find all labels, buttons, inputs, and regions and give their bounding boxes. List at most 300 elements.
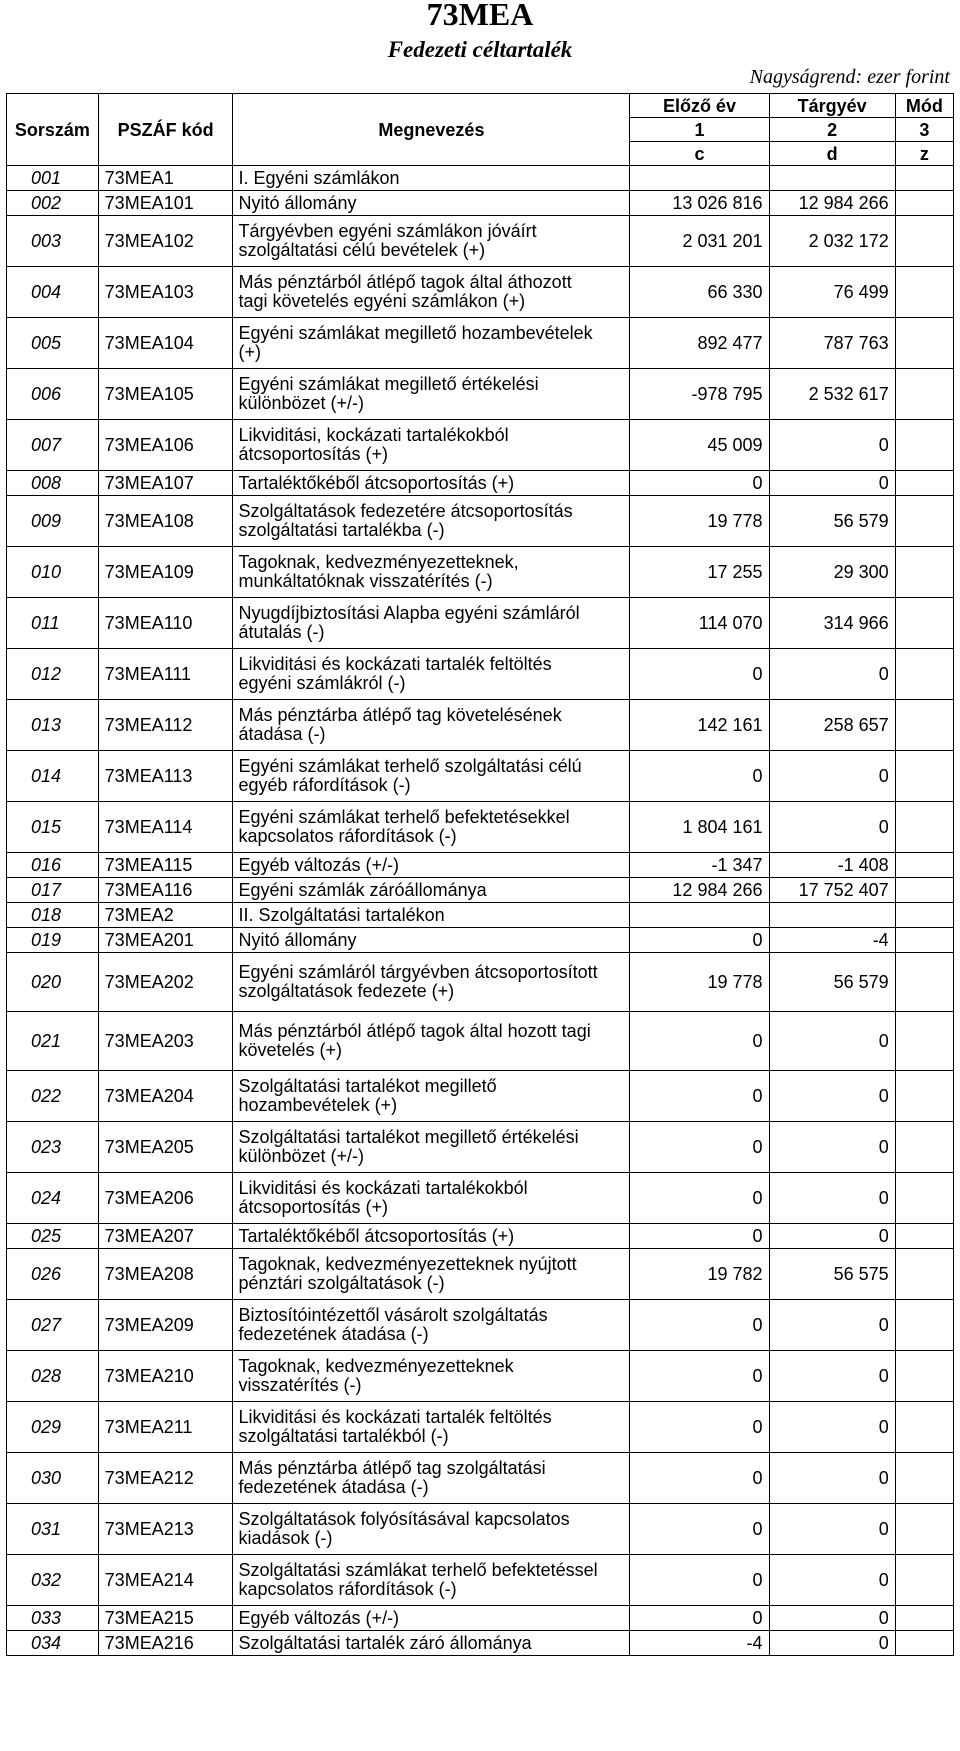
row-name [233, 216, 630, 267]
row-name-line: Tagoknak, kedvezményezetteknek [238, 1356, 514, 1376]
row-current-value: 0 [769, 1224, 895, 1249]
row-prev-value: 19 778 [630, 953, 769, 1012]
row-serial: 023 [7, 1122, 99, 1173]
row-code: 73MEA206 [98, 1173, 233, 1224]
row-current-value [769, 166, 895, 191]
row-serial: 030 [7, 1453, 99, 1504]
row-serial: 021 [7, 1012, 99, 1071]
row-code: 73MEA201 [98, 928, 233, 953]
row-prev-value: 0 [630, 1555, 769, 1606]
row-name-line: Likviditási, kockázati tartalékokból [238, 425, 509, 445]
header-mode-letter: z [895, 142, 953, 166]
row-prev-value: 17 255 [630, 547, 769, 598]
table-row [7, 1224, 954, 1249]
row-name [233, 1402, 630, 1453]
row-prev-value: 0 [630, 1453, 769, 1504]
row-code: 73MEA104 [98, 318, 233, 369]
row-name-line: Szolgáltatások fedezetére átcsoportosítás [238, 501, 573, 521]
row-current-value: 0 [769, 751, 895, 802]
table-row [7, 471, 954, 496]
table-row [7, 649, 954, 700]
row-code: 73MEA211 [98, 1402, 233, 1453]
row-name-line: visszatérítés (-) [238, 1375, 362, 1395]
row-mode [895, 496, 953, 547]
row-code: 73MEA111 [98, 649, 233, 700]
row-serial: 004 [7, 267, 99, 318]
row-prev-value [630, 903, 769, 928]
row-mode [895, 903, 953, 928]
row-name-line: követelés (+) [238, 1040, 343, 1060]
row-mode [895, 166, 953, 191]
row-name-line: Nyitó állomány [238, 193, 357, 213]
row-mode [895, 369, 953, 420]
header-name: Megnevezés [233, 118, 630, 142]
row-name-line: pénztári szolgáltatások (-) [238, 1273, 445, 1293]
row-name [233, 751, 630, 802]
row-prev-value: 0 [630, 1122, 769, 1173]
row-prev-value: 0 [630, 1606, 769, 1631]
row-serial: 022 [7, 1071, 99, 1122]
row-code: 73MEA101 [98, 191, 233, 216]
row-mode [895, 953, 953, 1012]
row-current-value: 0 [769, 1173, 895, 1224]
row-mode [895, 420, 953, 471]
table-row [7, 166, 954, 191]
table-row [7, 216, 954, 267]
table-row [7, 1402, 954, 1453]
row-prev-value: 0 [630, 928, 769, 953]
header-current-number: 2 [769, 118, 895, 142]
row-serial: 006 [7, 369, 99, 420]
row-name [233, 191, 630, 216]
table-row [7, 700, 954, 751]
row-name-line: átutalás (-) [238, 622, 325, 642]
row-mode [895, 1173, 953, 1224]
row-mode [895, 1122, 953, 1173]
row-current-value: 0 [769, 1606, 895, 1631]
header-blank [98, 142, 233, 166]
header-code: PSZÁF kód [98, 118, 233, 142]
row-name [233, 267, 630, 318]
row-current-value: 0 [769, 1122, 895, 1173]
row-current-value: 0 [769, 802, 895, 853]
row-current-value: 0 [769, 1351, 895, 1402]
row-mode [895, 1555, 953, 1606]
row-prev-value: 0 [630, 1402, 769, 1453]
row-serial: 013 [7, 700, 99, 751]
row-name-line: fedezetének átadása (-) [238, 1324, 429, 1344]
row-name-line: szolgáltatások fedezete (+) [238, 981, 455, 1001]
data-table [6, 93, 954, 1656]
row-serial: 031 [7, 1504, 99, 1555]
row-code: 73MEA109 [98, 547, 233, 598]
row-mode [895, 1249, 953, 1300]
row-mode [895, 700, 953, 751]
row-name-line: Más pénztárból átlépő tagok által hozott tagi [238, 1021, 591, 1041]
table-row [7, 598, 954, 649]
row-name-line: Nyitó állomány [238, 930, 357, 950]
row-prev-value: 0 [630, 1012, 769, 1071]
row-name [233, 547, 630, 598]
row-name [233, 649, 630, 700]
row-current-value: 56 575 [769, 1249, 895, 1300]
row-serial: 033 [7, 1606, 99, 1631]
row-serial: 016 [7, 853, 99, 878]
row-name-line: kiadások (-) [238, 1528, 333, 1548]
row-mode [895, 649, 953, 700]
row-code: 73MEA208 [98, 1249, 233, 1300]
row-name-line: szolgáltatási tartalékból (-) [238, 1426, 449, 1446]
row-serial: 029 [7, 1402, 99, 1453]
row-serial: 009 [7, 496, 99, 547]
row-serial: 002 [7, 191, 99, 216]
row-name [233, 1351, 630, 1402]
row-prev-value: 1 804 161 [630, 802, 769, 853]
row-name [233, 369, 630, 420]
header-blank [7, 142, 99, 166]
row-name-line: Egyéni számláról tárgyévben átcsoportosított [238, 962, 598, 982]
row-prev-value: 0 [630, 1504, 769, 1555]
table-row [7, 853, 954, 878]
row-mode [895, 598, 953, 649]
row-name-line: Egyéni számlákat megillető hozambevételek [238, 323, 593, 343]
row-mode [895, 853, 953, 878]
row-name-line: II. Szolgáltatási tartalékon [238, 905, 445, 925]
row-current-value: 0 [769, 1071, 895, 1122]
row-serial: 005 [7, 318, 99, 369]
row-name-line: Szolgáltatások folyósításával kapcsolatos [238, 1509, 570, 1529]
table-row [7, 1300, 954, 1351]
row-prev-value: 142 161 [630, 700, 769, 751]
row-code: 73MEA1 [98, 166, 233, 191]
row-code: 73MEA108 [98, 496, 233, 547]
row-serial: 003 [7, 216, 99, 267]
table-row [7, 953, 954, 1012]
row-name [233, 802, 630, 853]
row-prev-value: 0 [630, 1173, 769, 1224]
row-prev-value: 892 477 [630, 318, 769, 369]
row-name-line: Más pénztárba átlépő tag követelésének [238, 705, 562, 725]
row-name-line: átcsoportosítás (+) [238, 1197, 389, 1217]
row-mode [895, 1504, 953, 1555]
row-prev-value: 13 026 816 [630, 191, 769, 216]
row-prev-value: 0 [630, 751, 769, 802]
row-current-value: 0 [769, 1555, 895, 1606]
row-serial: 007 [7, 420, 99, 471]
row-current-value: 29 300 [769, 547, 895, 598]
row-code: 73MEA212 [98, 1453, 233, 1504]
row-name-line: munkáltatóknak visszatérítés (-) [238, 571, 493, 591]
row-serial: 014 [7, 751, 99, 802]
row-mode [895, 1453, 953, 1504]
row-name-line: Egyéni számlák záróállománya [238, 880, 487, 900]
row-prev-value: 0 [630, 1300, 769, 1351]
row-name-line: Tartaléktőkéből átcsoportosítás (+) [238, 1226, 515, 1246]
row-name-line: Biztosítóintézettől vásárolt szolgáltatás [238, 1305, 548, 1325]
row-serial: 024 [7, 1173, 99, 1224]
row-mode [895, 216, 953, 267]
row-name-line: különbözet (+/-) [238, 393, 365, 413]
row-name-line: átcsoportosítás (+) [238, 444, 389, 464]
row-mode [895, 802, 953, 853]
table-row [7, 1606, 954, 1631]
row-name [233, 1224, 630, 1249]
row-code: 73MEA205 [98, 1122, 233, 1173]
table-row [7, 496, 954, 547]
row-serial: 010 [7, 547, 99, 598]
row-mode [895, 471, 953, 496]
table-row [7, 1173, 954, 1224]
row-serial: 025 [7, 1224, 99, 1249]
row-name-line: szolgáltatási célú bevételek (+) [238, 240, 486, 260]
row-name [233, 166, 630, 191]
row-name-line: Más pénztárból átlépő tagok által áthozott [238, 272, 572, 292]
row-current-value: 314 966 [769, 598, 895, 649]
row-code: 73MEA214 [98, 1555, 233, 1606]
row-code: 73MEA114 [98, 802, 233, 853]
row-mode [895, 547, 953, 598]
row-code: 73MEA106 [98, 420, 233, 471]
row-current-value: 0 [769, 1402, 895, 1453]
header-blank [98, 94, 233, 118]
row-prev-value: 0 [630, 471, 769, 496]
row-current-value: 2 532 617 [769, 369, 895, 420]
row-prev-value: -1 347 [630, 853, 769, 878]
row-mode [895, 1224, 953, 1249]
row-serial: 015 [7, 802, 99, 853]
row-name-line: kapcsolatos ráfordítások (-) [238, 826, 457, 846]
row-code: 73MEA213 [98, 1504, 233, 1555]
row-name-line: Tárgyévben egyéni számlákon jóváírt [238, 221, 537, 241]
row-name [233, 598, 630, 649]
row-name [233, 878, 630, 903]
row-name-line: Szolgáltatási számlákat terhelő befektetéssel [238, 1560, 598, 1580]
row-name-line: Egyéb változás (+/-) [238, 1608, 400, 1628]
row-mode [895, 1351, 953, 1402]
row-name-line: tagi követelés egyéni számlákon (+) [238, 291, 526, 311]
row-prev-value: 2 031 201 [630, 216, 769, 267]
row-serial: 020 [7, 953, 99, 1012]
row-current-value: -1 408 [769, 853, 895, 878]
table-row [7, 1249, 954, 1300]
header-blank [233, 94, 630, 118]
row-code: 73MEA107 [98, 471, 233, 496]
row-name-line: Egyéni számlákat terhelő szolgáltatási célú [238, 756, 582, 776]
row-name-line: Nyugdíjbiztosítási Alapba egyéni számláról [238, 603, 580, 623]
table-row [7, 1351, 954, 1402]
row-current-value: 258 657 [769, 700, 895, 751]
table-row [7, 802, 954, 853]
row-current-value: 787 763 [769, 318, 895, 369]
table-row [7, 318, 954, 369]
row-prev-value: 0 [630, 1071, 769, 1122]
row-current-value: 56 579 [769, 953, 895, 1012]
row-code: 73MEA216 [98, 1631, 233, 1656]
row-code: 73MEA102 [98, 216, 233, 267]
row-serial: 019 [7, 928, 99, 953]
header-mode: Mód [895, 94, 953, 118]
row-name-line: egyéni számlákról (-) [238, 673, 406, 693]
table-row [7, 1504, 954, 1555]
row-name-line: Tartaléktőkéből átcsoportosítás (+) [238, 473, 515, 493]
row-name [233, 853, 630, 878]
row-name [233, 1122, 630, 1173]
table-row [7, 1631, 954, 1656]
row-name [233, 1631, 630, 1656]
row-current-value: 0 [769, 1300, 895, 1351]
row-code: 73MEA209 [98, 1300, 233, 1351]
row-code: 73MEA105 [98, 369, 233, 420]
table-row [7, 1555, 954, 1606]
row-name-line: átadása (-) [238, 724, 326, 744]
row-mode [895, 928, 953, 953]
row-mode [895, 751, 953, 802]
row-code: 73MEA202 [98, 953, 233, 1012]
row-serial: 017 [7, 878, 99, 903]
table-row [7, 191, 954, 216]
row-name-line: Likviditási és kockázati tartalék feltöltés [238, 1407, 552, 1427]
row-name-line: Szolgáltatási tartalékot megillető [238, 1076, 497, 1096]
row-serial: 026 [7, 1249, 99, 1300]
row-name-line: Szolgáltatási tartalék záró állománya [238, 1633, 532, 1653]
row-code: 73MEA204 [98, 1071, 233, 1122]
header-mode-number: 3 [895, 118, 953, 142]
table-row [7, 420, 954, 471]
row-name [233, 928, 630, 953]
row-name-line: Likviditási és kockázati tartalék feltöltés [238, 654, 552, 674]
row-name [233, 471, 630, 496]
page-title: 73MEA [426, 0, 534, 32]
row-name-line: egyéb ráfordítások (-) [238, 775, 411, 795]
row-code: 73MEA112 [98, 700, 233, 751]
row-current-value: 17 752 407 [769, 878, 895, 903]
table-row [7, 547, 954, 598]
row-prev-value: 19 778 [630, 496, 769, 547]
row-name-line: Likviditási és kockázati tartalékokból [238, 1178, 528, 1198]
row-mode [895, 318, 953, 369]
row-prev-value: 19 782 [630, 1249, 769, 1300]
row-name-line: hozambevételek (+) [238, 1095, 398, 1115]
row-prev-value: 0 [630, 649, 769, 700]
header-current-year: Tárgyév [769, 94, 895, 118]
header-prev-letter: c [630, 142, 769, 166]
row-name [233, 496, 630, 547]
header-blank [7, 94, 99, 118]
table-row [7, 369, 954, 420]
table-row [7, 1071, 954, 1122]
row-mode [895, 878, 953, 903]
row-serial: 008 [7, 471, 99, 496]
row-current-value: 0 [769, 649, 895, 700]
row-name [233, 1504, 630, 1555]
row-name-line: Egyéb változás (+/-) [238, 855, 400, 875]
row-current-value: -4 [769, 928, 895, 953]
row-mode [895, 267, 953, 318]
table-row [7, 1122, 954, 1173]
row-prev-value: 114 070 [630, 598, 769, 649]
row-current-value [769, 903, 895, 928]
row-name [233, 1300, 630, 1351]
row-current-value: 76 499 [769, 267, 895, 318]
row-name-line: Tagoknak, kedvezményezetteknek nyújtott [238, 1254, 577, 1274]
row-name-line: Egyéni számlákat terhelő befektetésekkel [238, 807, 570, 827]
row-serial: 011 [7, 598, 99, 649]
row-mode [895, 191, 953, 216]
row-mode [895, 1631, 953, 1656]
row-serial: 034 [7, 1631, 99, 1656]
row-code: 73MEA207 [98, 1224, 233, 1249]
row-name-line: (+) [238, 342, 261, 362]
row-prev-value: 0 [630, 1351, 769, 1402]
row-prev-value: 45 009 [630, 420, 769, 471]
table-row [7, 267, 954, 318]
table-row [7, 1453, 954, 1504]
row-name-line: különbözet (+/-) [238, 1146, 365, 1166]
row-name [233, 1555, 630, 1606]
row-name [233, 903, 630, 928]
row-current-value: 0 [769, 1631, 895, 1656]
row-prev-value: 0 [630, 1224, 769, 1249]
header-blank [233, 142, 630, 166]
row-name [233, 953, 630, 1012]
row-serial: 018 [7, 903, 99, 928]
row-code: 73MEA215 [98, 1606, 233, 1631]
page-subtitle: Fedezeti céltartalék [387, 37, 573, 62]
row-mode [895, 1071, 953, 1122]
table-row [7, 903, 954, 928]
row-code: 73MEA115 [98, 853, 233, 878]
row-serial: 027 [7, 1300, 99, 1351]
row-code: 73MEA210 [98, 1351, 233, 1402]
row-mode [895, 1300, 953, 1351]
header-current-letter: d [769, 142, 895, 166]
header-prev-number: 1 [630, 118, 769, 142]
row-name [233, 1453, 630, 1504]
row-name-line: szolgáltatási tartalékba (-) [238, 520, 445, 540]
row-code: 73MEA2 [98, 903, 233, 928]
table-row [7, 878, 954, 903]
row-serial: 032 [7, 1555, 99, 1606]
row-name [233, 1249, 630, 1300]
row-prev-value: -978 795 [630, 369, 769, 420]
row-code: 73MEA113 [98, 751, 233, 802]
row-name [233, 420, 630, 471]
row-current-value: 0 [769, 1012, 895, 1071]
table-row [7, 928, 954, 953]
row-code: 73MEA203 [98, 1012, 233, 1071]
row-serial: 028 [7, 1351, 99, 1402]
row-name-line: kapcsolatos ráfordítások (-) [238, 1579, 457, 1599]
row-mode [895, 1402, 953, 1453]
row-current-value: 12 984 266 [769, 191, 895, 216]
table-row [7, 751, 954, 802]
row-name-line: Tagoknak, kedvezményezetteknek, [238, 552, 519, 572]
row-prev-value: 12 984 266 [630, 878, 769, 903]
row-code: 73MEA103 [98, 267, 233, 318]
row-name-line: Egyéni számlákat megillető értékelési [238, 374, 539, 394]
row-name-line: fedezetének átadása (-) [238, 1477, 429, 1497]
row-mode [895, 1606, 953, 1631]
row-code: 73MEA116 [98, 878, 233, 903]
row-prev-value: -4 [630, 1631, 769, 1656]
row-name [233, 700, 630, 751]
header-serial: Sorszám [7, 118, 99, 142]
row-name [233, 1071, 630, 1122]
row-prev-value: 66 330 [630, 267, 769, 318]
row-current-value: 0 [769, 1453, 895, 1504]
row-serial: 001 [7, 166, 99, 191]
row-current-value: 0 [769, 420, 895, 471]
